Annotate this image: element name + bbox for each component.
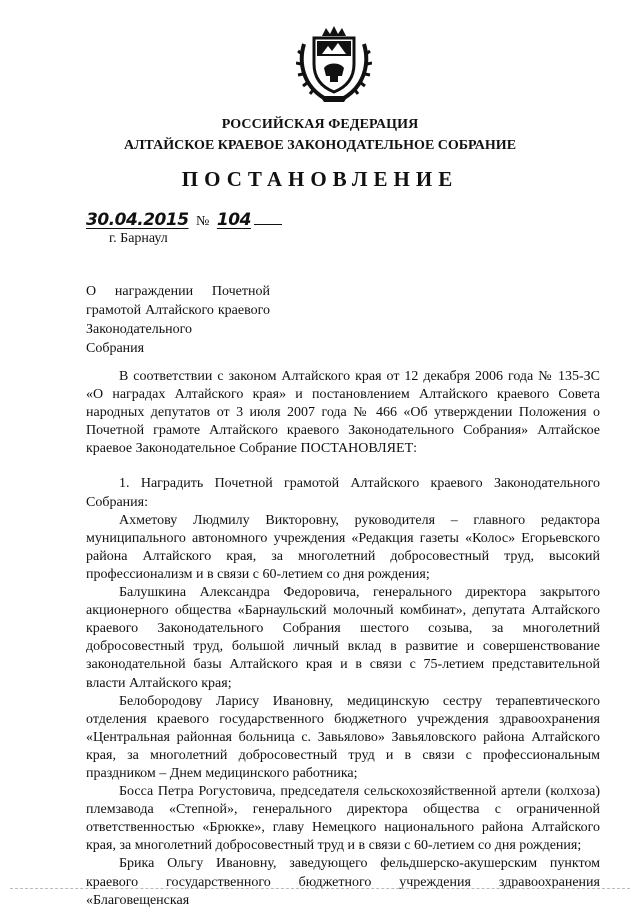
document-type-title: ПОСТАНОВЛЕНИЕ [181,167,459,191]
awardee-paragraph: Босса Петра Рогустовича, председателя сельскохозяйственной артели (колхоза) племзавода «Степной», генерального директора общества с ограниченной ответственностью «Брюкке», главу Немецкого национального района Алтайского края, за многолетний добросовестный труд и в связи с 60-летием со дня рождения; [86,784,600,854]
number-underline [254,223,282,225]
scan-edge-line [10,888,630,889]
awardee-paragraph: Балушкина Александра Федоровича, генерального директора закрытого акционерного общества «Барнаульский молочный комбинат», депутата Алтайского краевого Законодательного Собрания шестого созыва, за многолетний добросовестный труд, большой личный вклад в развитие и совершенствование законодательной базы Алтайского края и в связи с 75-летием представительной власти Алтайского края; [86,585,600,691]
document-body [86,368,600,910]
paragraph-gap [86,458,600,475]
handwritten-date: 30.04.2015 [86,210,189,230]
awardee-paragraph: Брика Ольгу Ивановну, заведующего фельдшерско-акушерским пунктом краевого государственного бюджетного учреждения здравоохранения «Благовещенская [86,856,600,908]
awardee-paragraph: Белобородову Ларису Ивановну, медицинскую сестру терапевтического отделения краевого государственного бюджетного учреждения здравоохранения «Центральная районная больница с. Завьялово» Завьяловского района Алтайского края, за многолетний добросовестный труд и в связи с профессиональным праздником – Днем медицинского работника; [86,693,600,781]
handwritten-number: 104 [216,210,251,230]
number-sign: № [196,214,210,229]
subject-line: Законодательного Собрания [86,322,192,356]
clause-paragraph: 1. Наградить Почетной грамотой Алтайского краевого Законодательного Собрания: [86,476,600,510]
preamble-paragraph: В соответствии с законом Алтайского края от 12 декабря 2006 года № 135-ЗС «О наградах Алтайского края» и постановлением Алтайского краевого Совета народных депутатов от 3 июля 2007 года № 466 «Об утверждении Положения о Почетной грамоте Алтайского краевого Законодательного Собрания» Алтайское краевое Законодательное Собрание ПОСТАНОВЛЯЕТ: [86,369,600,457]
altai-coat-of-arms-icon [296,24,372,104]
awardee-paragraph: Ахметову Людмилу Викторовну, руководителя – главного редактора муниципального автономного учреждения «Редакция газеты «Колос» Егорьевского района Алтайского края, за многолетний добросовестный труд, высокий профессионализм и в связи с 60-летием со дня рождения; [86,512,600,582]
resolution-subject [86,282,270,358]
country-heading: РОССИЙСКАЯ ФЕДЕРАЦИЯ [221,117,419,132]
date-number-line [86,210,282,230]
city-label: г. Барнаул [109,231,168,246]
assembly-heading: АЛТАЙСКОЕ КРАЕВОЕ ЗАКОНОДАТЕЛЬНОЕ СОБРАНИЕ [123,138,517,153]
subject-line: О награждении Почетной [86,284,270,299]
subject-line: грамотой Алтайского краевого [86,303,270,318]
